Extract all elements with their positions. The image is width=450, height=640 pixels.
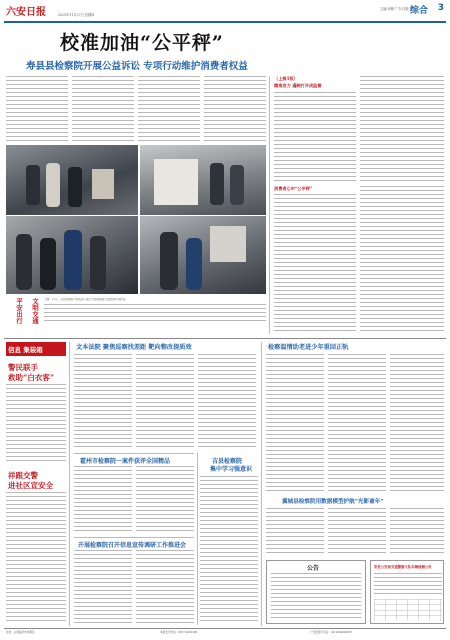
middle-section-title: 文本法院 聚焦巡察找差距 靶向整改提质效	[76, 344, 192, 351]
column-divider	[269, 76, 270, 334]
right-text-3	[274, 194, 356, 334]
right-story-2-title: 冀城县检察院用数据模型护航“光影童年”	[282, 499, 384, 505]
sub-story-3-subtitle: 集中学习强意识	[210, 466, 253, 473]
middle-divider-3	[197, 453, 198, 625]
photo-caption-lines	[44, 304, 266, 322]
right-section-text-3	[390, 354, 444, 492]
info-item-1-text	[6, 384, 66, 462]
info-item-1-title: 警民联手	[8, 363, 38, 372]
sub-story-1-text-2	[136, 466, 194, 534]
masthead-logo: 六安日报	[6, 7, 46, 18]
notice-text	[271, 573, 361, 621]
section-rule	[4, 338, 446, 339]
right-title-3: 消费者心中“公平秤”	[274, 186, 313, 191]
side-label-2: 文明交通	[31, 298, 39, 324]
photo-gas-station-1	[6, 145, 138, 215]
footer-mid: 本报发行热线：0357-2020306	[160, 631, 198, 634]
middle-text-1	[74, 354, 132, 450]
footer-right: 广告经营许可证：1410004000007	[310, 631, 353, 634]
right-story-2-text-2	[328, 508, 386, 556]
sub-story-2-text-1	[74, 550, 132, 624]
right-section-text-1	[266, 354, 324, 492]
right-story-2-text-1	[266, 508, 324, 556]
notice-title: 公告	[307, 565, 320, 572]
info-divider	[69, 342, 70, 626]
sub-story-2-title: 开展检察院召开信息宣传调研工作推进会	[78, 542, 187, 549]
right-story-2-text-3	[390, 508, 444, 556]
info-badge: 信息 集装箱	[6, 342, 66, 356]
middle-divider-1	[74, 453, 194, 454]
photo-inspection-1	[6, 216, 138, 294]
main-text-col-3	[138, 76, 200, 142]
sub-story-2-text-2	[136, 550, 194, 624]
photo-gas-station-2	[140, 145, 266, 215]
right-text-2	[360, 76, 444, 182]
photo-inspection-2	[140, 216, 266, 294]
right-section-title: 检察温情助老进少年重回正轨	[268, 344, 349, 351]
right-divider	[261, 342, 262, 626]
ad-table	[374, 599, 442, 621]
footer-left: 社址：山西临汾市尧都区	[6, 631, 35, 634]
middle-divider-2	[74, 537, 194, 538]
footer-rule	[4, 628, 446, 629]
middle-text-2	[136, 354, 194, 450]
main-text-col-4	[204, 76, 266, 142]
notice-box	[266, 560, 366, 624]
header-rule	[4, 21, 446, 23]
right-section-text-2	[328, 354, 386, 492]
right-title-1: （上接1版）	[274, 76, 298, 81]
sub-story-1-title: 霍州市检察院一案件获评全国精品	[80, 458, 171, 465]
info-item-1-subtitle: 救助“白衣客”	[8, 373, 55, 382]
right-title-2: 精准发力 遏制打开成监督	[274, 83, 322, 88]
main-subhead: 寿县县检察院开展公益诉讼 专项行动维护消费者权益	[26, 61, 248, 72]
page-number: 3	[437, 3, 444, 13]
main-text-col-1	[6, 76, 68, 142]
right-text-4	[360, 186, 444, 334]
info-item-2-title: 祥跟交警	[8, 471, 38, 480]
sub-story-1-text-1	[74, 466, 132, 534]
right-text-1	[274, 92, 356, 182]
ad-text	[374, 573, 442, 595]
side-label-1: 平安出行	[15, 298, 23, 324]
info-item-2-subtitle: 进社区宣安全	[8, 481, 53, 490]
editor-line: 主编:何珊 广告:沈颖 刘乐	[379, 7, 416, 11]
ad-box	[370, 560, 444, 624]
sub-story-3-text	[200, 476, 258, 624]
photo-caption: 上图：11月，寿县检察院与相关部门联合开展加油站计量检测专项检查。	[44, 298, 128, 301]
main-text-col-2	[72, 76, 134, 142]
issue-date: 2025年11月27日 星期四	[58, 13, 95, 17]
info-item-2-text	[6, 492, 66, 624]
sub-story-3-title: 吉县检察院	[212, 458, 243, 465]
ad-title: 彩县公安局交通警察大队车辆检测公告	[374, 565, 432, 569]
middle-text-3	[198, 354, 256, 450]
main-headline: 校准加油“公平秤”	[60, 32, 224, 54]
section-name: 综合	[409, 6, 428, 16]
